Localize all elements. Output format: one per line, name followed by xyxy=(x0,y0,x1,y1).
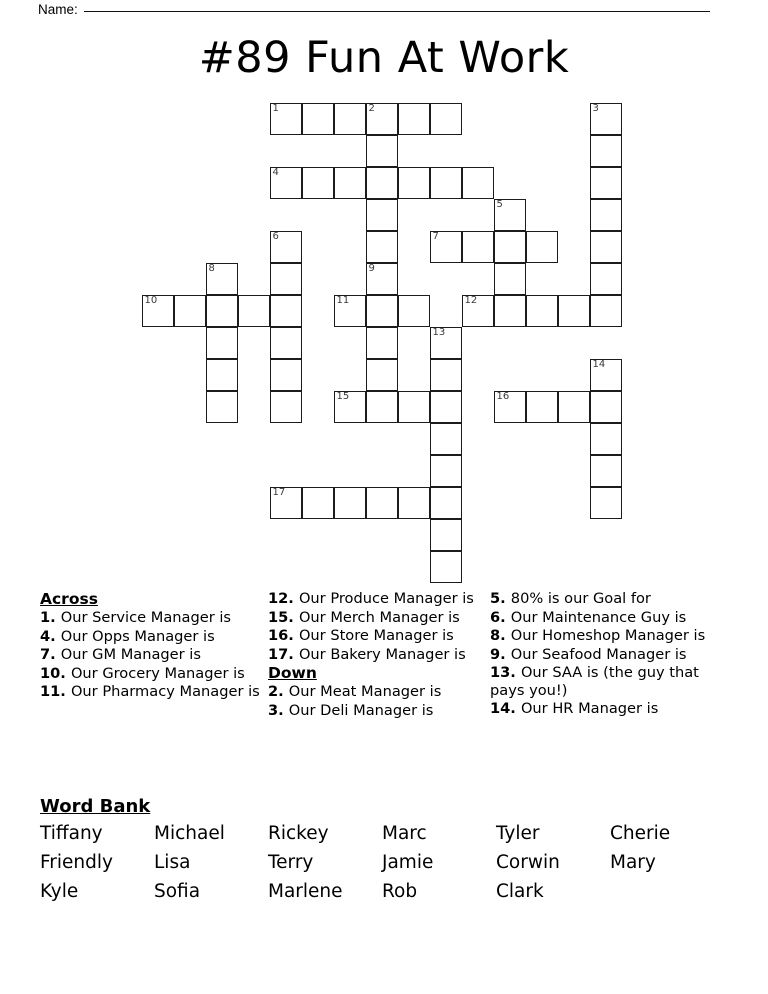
grid-cell[interactable] xyxy=(174,295,206,327)
clue-column-2 xyxy=(268,590,490,720)
grid-cell[interactable] xyxy=(238,295,270,327)
grid-cell-number: 11 xyxy=(336,295,350,306)
grid-cell[interactable] xyxy=(302,167,334,199)
grid-cell[interactable] xyxy=(366,135,398,167)
clue-text: Our Service Manager is xyxy=(60,609,231,626)
clue-down-14 xyxy=(490,700,720,718)
grid-cell[interactable] xyxy=(590,135,622,167)
word-bank-heading: Word Bank xyxy=(40,796,151,817)
grid-cell[interactable] xyxy=(430,487,462,519)
clue-across-4 xyxy=(40,628,268,646)
grid-cell[interactable] xyxy=(494,295,526,327)
grid-cell[interactable] xyxy=(430,519,462,551)
grid-cell[interactable] xyxy=(270,359,302,391)
clue-number: 12. xyxy=(268,590,299,607)
grid-cell[interactable] xyxy=(206,391,238,423)
clue-down-2 xyxy=(268,683,490,701)
grid-cell[interactable] xyxy=(366,327,398,359)
grid-cell[interactable] xyxy=(430,167,462,199)
word-bank-item: Mary xyxy=(610,852,656,873)
clue-text: Our Maintenance Guy is xyxy=(510,608,687,626)
grid-cell[interactable] xyxy=(430,455,462,487)
clue-across-15 xyxy=(268,609,490,627)
clue-text: Our Seafood Manager is xyxy=(510,645,687,663)
grid-cell[interactable] xyxy=(398,487,430,519)
grid-cell-number: 14 xyxy=(592,359,606,370)
grid-cell[interactable] xyxy=(590,167,622,199)
grid-cell[interactable] xyxy=(430,391,462,423)
grid-cell-number: 10 xyxy=(144,295,158,306)
grid-cell[interactable] xyxy=(398,391,430,423)
word-bank-item: Friendly xyxy=(40,852,113,873)
grid-cell[interactable] xyxy=(558,295,590,327)
clue-number: 8. xyxy=(490,627,511,644)
clue-down-6 xyxy=(490,609,720,627)
grid-cell[interactable] xyxy=(590,487,622,519)
clue-across-12 xyxy=(268,590,490,608)
grid-cell-number: 12 xyxy=(464,295,478,306)
grid-cell[interactable] xyxy=(206,295,238,327)
clue-column-1 xyxy=(40,590,268,702)
clue-text: Our Produce Manager is xyxy=(298,590,474,607)
grid-cell-start-2[interactable] xyxy=(366,103,398,135)
grid-cell[interactable] xyxy=(366,487,398,519)
grid-cell[interactable] xyxy=(366,295,398,327)
grid-cell-number: 7 xyxy=(432,231,439,242)
word-bank-item: Kyle xyxy=(40,881,79,902)
across-heading: Across xyxy=(40,590,98,608)
grid-cell-start-12[interactable] xyxy=(462,295,494,327)
clue-text: Our Meat Manager is xyxy=(288,683,442,700)
grid-cell-number: 6 xyxy=(272,231,279,242)
clue-number: 15. xyxy=(268,608,299,626)
grid-cell-start-10[interactable] xyxy=(142,295,174,327)
clue-across-7 xyxy=(40,646,268,664)
word-bank-item: Rickey xyxy=(268,823,329,844)
grid-cell[interactable] xyxy=(366,231,398,263)
grid-cell[interactable] xyxy=(590,455,622,487)
grid-cell-number: 3 xyxy=(592,103,599,114)
word-bank-item: Corwin xyxy=(496,852,560,873)
grid-cell[interactable] xyxy=(590,263,622,295)
grid-cell[interactable] xyxy=(334,487,366,519)
word-bank-item: Marlene xyxy=(268,881,343,902)
word-bank-item: Clark xyxy=(496,881,544,902)
grid-cell[interactable] xyxy=(590,231,622,263)
clue-across-10 xyxy=(40,665,268,683)
clue-number: 4. xyxy=(40,627,61,645)
clue-down-9 xyxy=(490,646,720,664)
clue-across-1 xyxy=(40,609,268,627)
clue-number: 11. xyxy=(40,683,71,700)
grid-cell[interactable] xyxy=(590,199,622,231)
clue-text: Our SAA is (the guy that pays you!) xyxy=(490,664,699,699)
clue-text: Our Bakery Manager is xyxy=(298,645,466,663)
grid-cell[interactable] xyxy=(494,231,526,263)
clue-number: 14. xyxy=(490,700,521,717)
clue-text: Our GM Manager is xyxy=(60,646,201,663)
clue-number: 17. xyxy=(268,645,299,663)
name-label: Name: xyxy=(38,2,78,17)
grid-cell-number: 2 xyxy=(368,103,375,114)
grid-cell-number: 4 xyxy=(272,167,279,178)
clue-number: 13. xyxy=(490,664,521,681)
clue-down-8 xyxy=(490,627,720,645)
grid-cell-start-8[interactable] xyxy=(206,263,238,295)
grid-cell[interactable] xyxy=(590,423,622,455)
grid-cell[interactable] xyxy=(366,391,398,423)
clue-text: Our HR Manager is xyxy=(520,700,659,717)
clue-down-5 xyxy=(490,590,720,608)
grid-cell[interactable] xyxy=(430,359,462,391)
clue-number: 6. xyxy=(490,608,511,626)
clue-down-3 xyxy=(268,702,490,720)
clue-text: Our Store Manager is xyxy=(298,627,454,644)
grid-cell-start-3[interactable] xyxy=(590,103,622,135)
clue-number: 1. xyxy=(40,609,61,626)
word-bank-section xyxy=(40,796,730,903)
clue-across-11 xyxy=(40,683,268,701)
clue-number: 16. xyxy=(268,627,299,644)
grid-cell-start-16[interactable] xyxy=(494,391,526,423)
grid-cell[interactable] xyxy=(206,359,238,391)
grid-cell-start-7[interactable] xyxy=(430,231,462,263)
word-bank-list xyxy=(40,823,730,903)
grid-cell[interactable] xyxy=(526,295,558,327)
clue-number: 5. xyxy=(490,590,511,607)
clue-number: 10. xyxy=(40,664,71,682)
grid-cell-start-15[interactable] xyxy=(334,391,366,423)
word-bank-item: Marc xyxy=(382,823,427,844)
grid-cell-start-5[interactable] xyxy=(494,199,526,231)
grid-cell-start-6[interactable] xyxy=(270,231,302,263)
grid-cell[interactable] xyxy=(590,295,622,327)
grid-cell[interactable] xyxy=(494,263,526,295)
grid-cell[interactable] xyxy=(526,391,558,423)
grid-cell[interactable] xyxy=(526,231,558,263)
grid-cell-start-1[interactable] xyxy=(270,103,302,135)
grid-cell[interactable] xyxy=(590,391,622,423)
grid-cell-start-11[interactable] xyxy=(334,295,366,327)
clue-text: Our Opps Manager is xyxy=(60,627,215,645)
grid-cell[interactable] xyxy=(270,327,302,359)
word-bank-item: Jamie xyxy=(382,852,434,873)
clue-text: Our Pharmacy Manager is xyxy=(70,683,260,700)
word-bank-item: Terry xyxy=(268,852,314,873)
clue-text: Our Homeshop Manager is xyxy=(510,627,706,644)
grid-cell[interactable] xyxy=(366,359,398,391)
down-heading: Down xyxy=(268,664,317,682)
grid-cell[interactable] xyxy=(206,327,238,359)
grid-cell-number: 1 xyxy=(272,103,279,114)
clue-text: Our Grocery Manager is xyxy=(70,664,245,682)
clue-number: 7. xyxy=(40,646,61,663)
grid-cell-number: 9 xyxy=(368,263,375,274)
grid-cell[interactable] xyxy=(558,391,590,423)
grid-cell[interactable] xyxy=(270,263,302,295)
clue-number: 3. xyxy=(268,701,289,719)
word-bank-item: Sofia xyxy=(154,881,201,902)
word-bank-item: Cherie xyxy=(610,823,671,844)
grid-cell[interactable] xyxy=(430,551,462,583)
clue-down-13 xyxy=(490,664,720,699)
grid-cell[interactable] xyxy=(462,167,494,199)
grid-cell-start-13[interactable] xyxy=(430,327,462,359)
grid-cell-start-4[interactable] xyxy=(270,167,302,199)
grid-cell-number: 5 xyxy=(496,199,503,210)
grid-cell[interactable] xyxy=(430,103,462,135)
clue-across-16 xyxy=(268,627,490,645)
grid-cell[interactable] xyxy=(302,103,334,135)
page-title: #89 Fun At Work xyxy=(198,33,570,83)
clue-across-17 xyxy=(268,646,490,664)
clue-number: 9. xyxy=(490,645,511,663)
grid-cell[interactable] xyxy=(334,103,366,135)
clues-section xyxy=(40,590,730,720)
word-bank-item: Lisa xyxy=(154,852,191,873)
grid-cell[interactable] xyxy=(302,487,334,519)
grid-cell-number: 8 xyxy=(208,263,215,274)
word-bank-item: Rob xyxy=(382,881,418,902)
grid-cell[interactable] xyxy=(270,295,302,327)
grid-cell[interactable] xyxy=(366,167,398,199)
grid-cell[interactable] xyxy=(430,423,462,455)
grid-cell-number: 17 xyxy=(272,487,286,498)
word-bank-item: Tiffany xyxy=(40,823,103,844)
grid-cell[interactable] xyxy=(270,391,302,423)
word-bank-item: Michael xyxy=(154,823,225,844)
grid-cell-number: 13 xyxy=(432,327,446,338)
grid-cell-number: 16 xyxy=(496,391,510,402)
clue-text: 80% is our Goal for xyxy=(510,590,651,607)
grid-cell[interactable] xyxy=(366,199,398,231)
clue-text: Our Deli Manager is xyxy=(288,701,434,719)
word-bank-item: Tyler xyxy=(496,823,540,844)
grid-cell[interactable] xyxy=(398,103,430,135)
clue-number: 2. xyxy=(268,683,289,700)
grid-cell[interactable] xyxy=(398,167,430,199)
clue-column-3 xyxy=(490,590,720,719)
grid-cell[interactable] xyxy=(334,167,366,199)
grid-cell[interactable] xyxy=(398,295,430,327)
grid-cell-start-9[interactable] xyxy=(366,263,398,295)
grid-cell-start-14[interactable] xyxy=(590,359,622,391)
grid-cell[interactable] xyxy=(462,231,494,263)
clue-text: Our Merch Manager is xyxy=(298,608,460,626)
grid-cell-number: 15 xyxy=(336,391,350,402)
grid-cell-start-17[interactable] xyxy=(270,487,302,519)
